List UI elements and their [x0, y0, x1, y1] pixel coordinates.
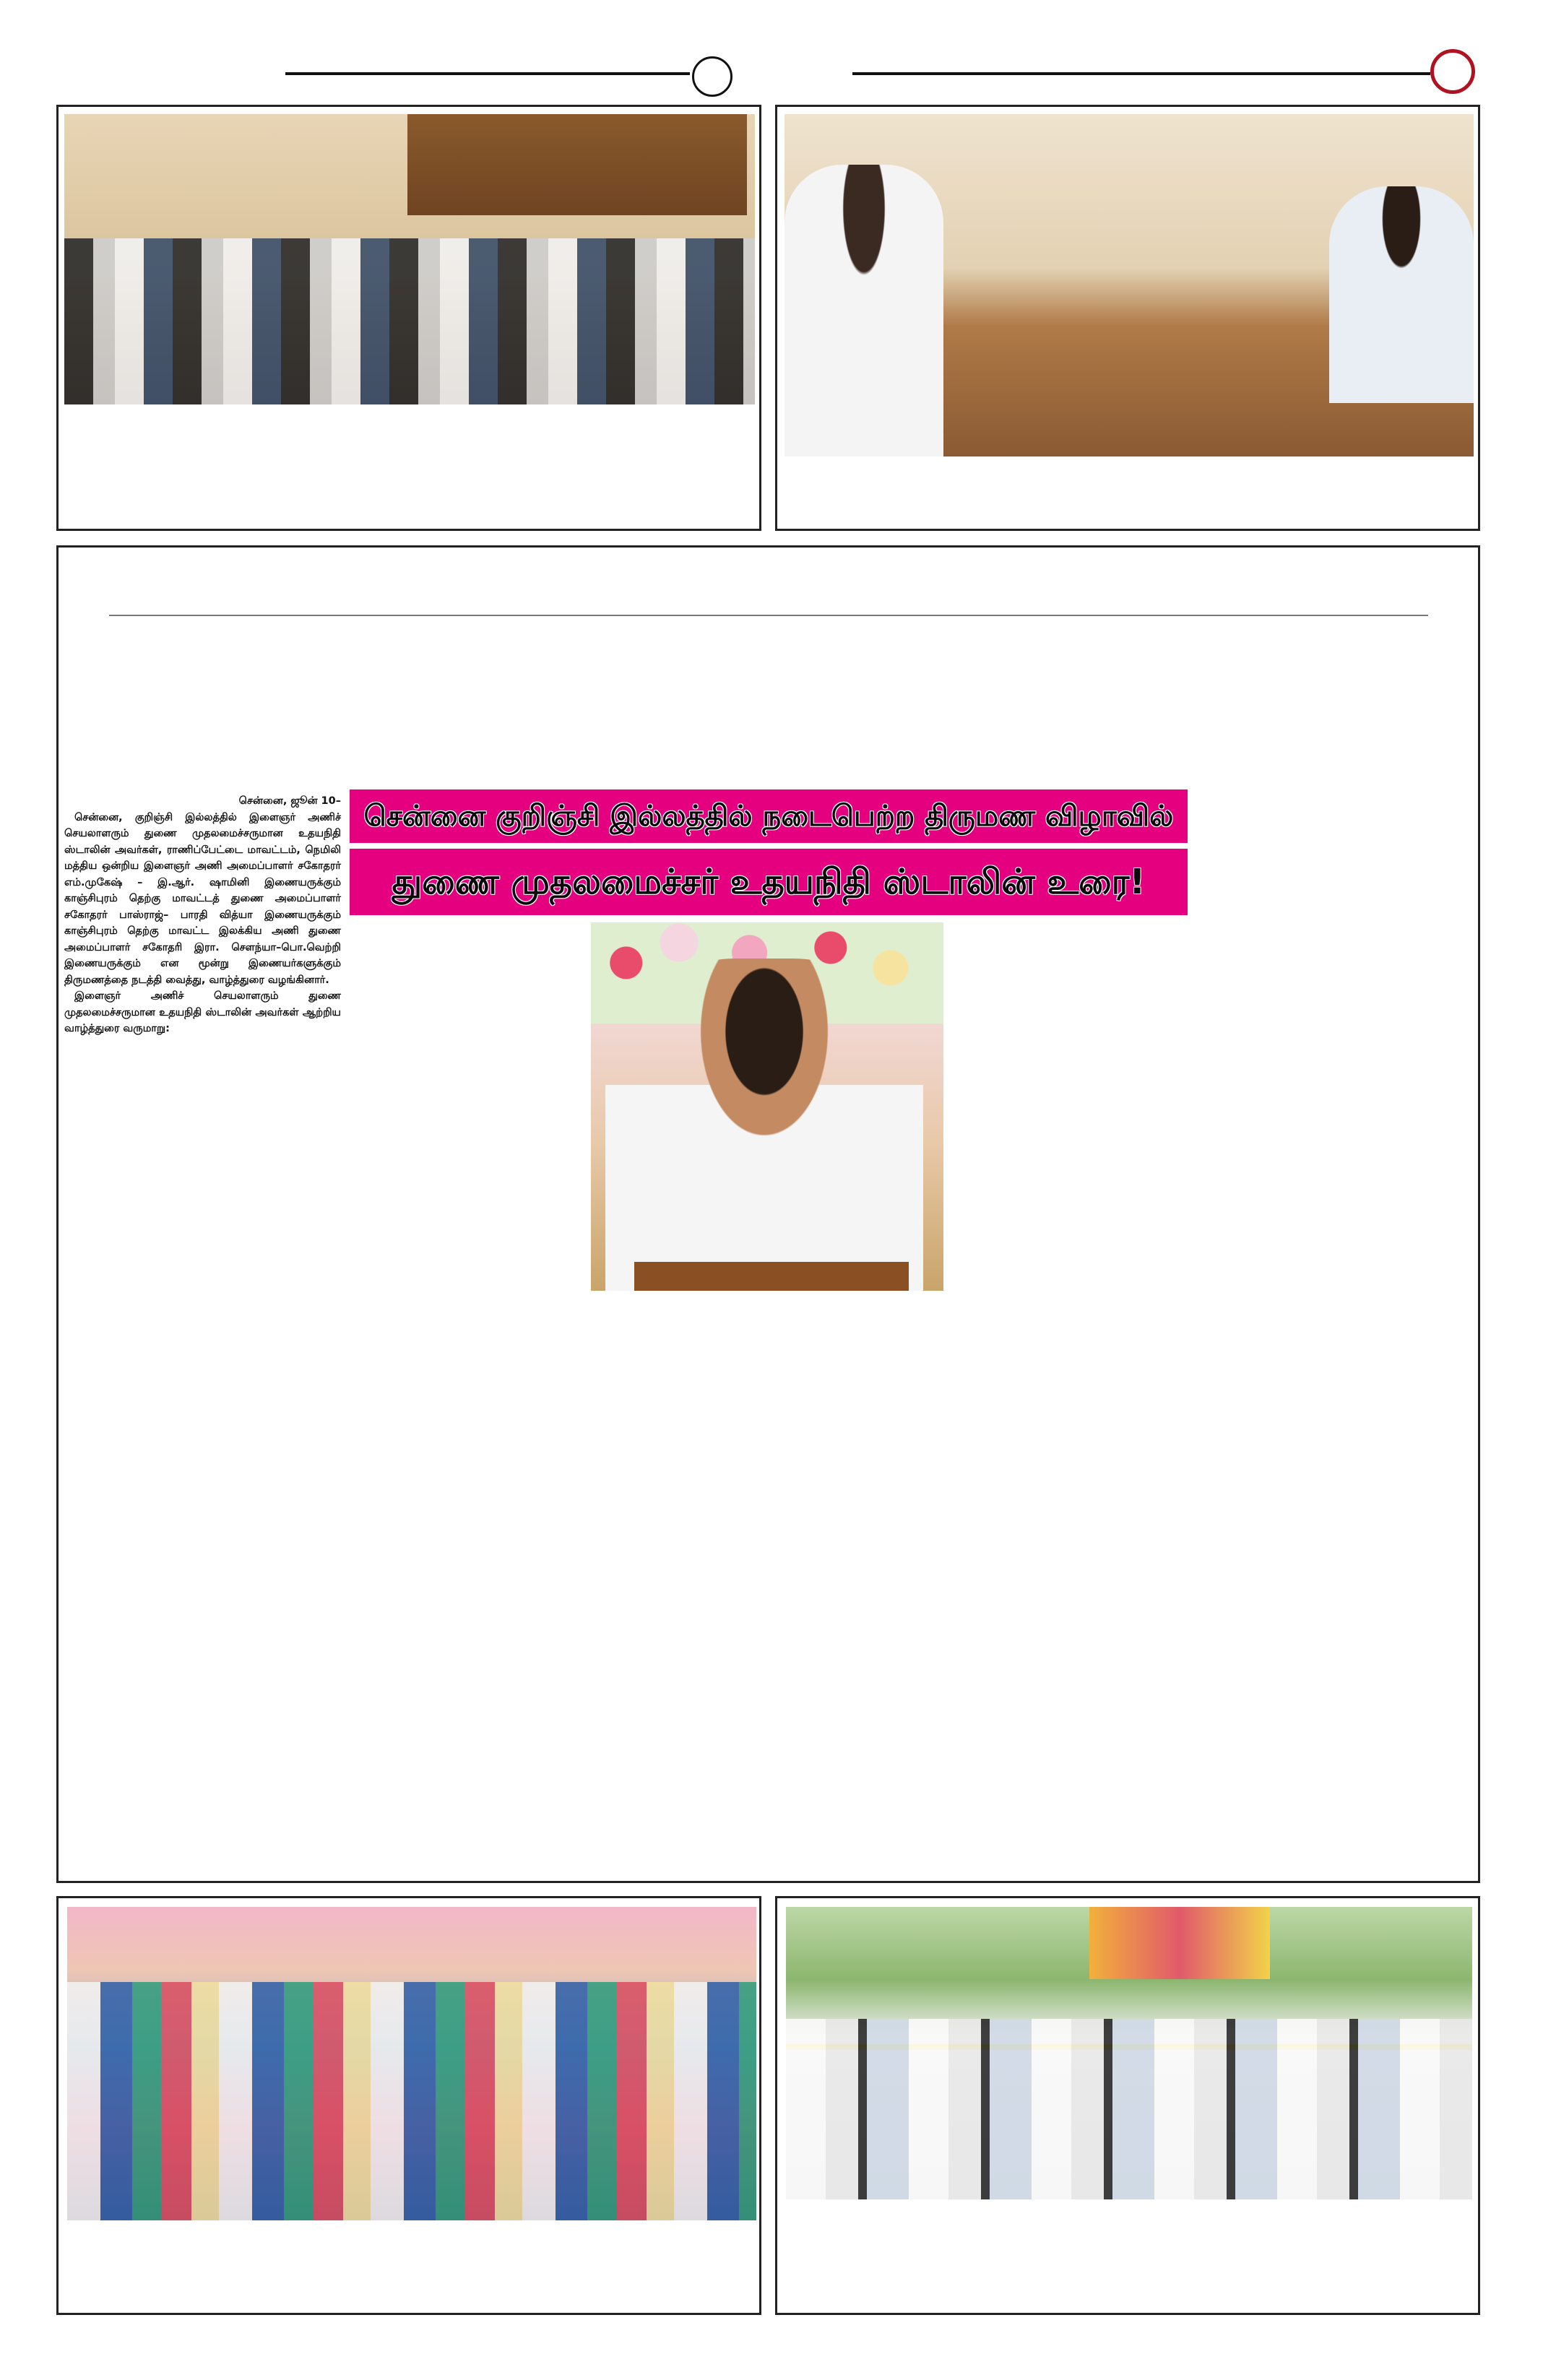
- main-story-box: [56, 545, 1480, 1883]
- photo-crowd: [67, 1982, 756, 2220]
- main-story-rule: [109, 615, 1428, 616]
- photo-box-bottom-left: [56, 1896, 761, 2315]
- page-number-circle-icon: [1430, 49, 1475, 94]
- article-paragraph-2: இளைஞர் அணிச் செயலாளரும் துணை முதலமைச்சருமான உதயநிதி ஸ்டாலின் அவர்கள் ஆற்றிய வாழ்த்துரை வருமாறு:: [64, 990, 341, 1034]
- photo-crowd: [786, 2019, 1472, 2199]
- party-emblem-icon: [692, 56, 732, 97]
- article-column: [64, 793, 341, 1037]
- photo-office-discussion: [785, 114, 1474, 456]
- photo-box-top-right: [775, 105, 1480, 531]
- government-plaque: [407, 114, 747, 215]
- photo-banner: [1089, 1907, 1270, 1979]
- headline-line-2: துணை முதலமைச்சர் உதயநிதி ஸ்டாலின் உரை!: [350, 849, 1188, 915]
- photo-podium: [634, 1262, 909, 1291]
- masthead-rule-right: [852, 72, 1430, 75]
- headline-line-1: சென்னை குறிஞ்சி இல்லத்தில் நடைபெற்ற திருமண விழாவில்: [350, 789, 1188, 843]
- photo-box-top-left: [56, 105, 761, 531]
- photo-person-right: [1329, 186, 1474, 403]
- photo-government-meeting: [64, 114, 755, 404]
- masthead-rule-left: [285, 72, 690, 75]
- photo-speaker-at-podium: [591, 922, 943, 1291]
- photo-ribbon-cutting: [786, 1907, 1472, 2199]
- photo-speaker: [605, 959, 923, 1291]
- article-paragraph-1: சென்னை, குறிஞ்சி இல்லத்தில் இளைஞர் அணிச் செயலாளரும் துணை முதலமைச்சருமான உதயநிதி ஸ்டாலின் அவர்கள், ராணிப்பேட்டை மாவட்டம், நெமிலி மத்திய ஒன்றிய இளைஞர் அணி அமைப்பாளர் சகோதரர் எம்.முகேஷ் – இ.ஆர். ஷாமினி இணையருக்கும் காஞ்சிபுரம் தெற்கு மாவட்டத் துணை அமைப்பாளர் சகோதரர் பாஸ்ராஜ்– பாரதி வித்யா இணையருக்கும் காஞ்சிபுரம் தெற்கு மாவட்ட இலக்கிய அணி துணை அமைப்பாளர் சகோதரி இரா. சௌந்யா–பொ.வெற்றி இணையருக்கும் என மூன்று இணையர்களுக்கும் திருமணத்தை நடத்தி வைத்து, வாழ்த்துரை வழங்கினார்.: [64, 811, 341, 986]
- article-dateline: சென்னை, ஜூன் 10–: [238, 795, 341, 807]
- photo-box-bottom-right: [775, 1896, 1480, 2315]
- photo-person-left: [785, 165, 943, 456]
- photo-group-people: [64, 238, 755, 404]
- photo-welfare-distribution: [67, 1907, 756, 2220]
